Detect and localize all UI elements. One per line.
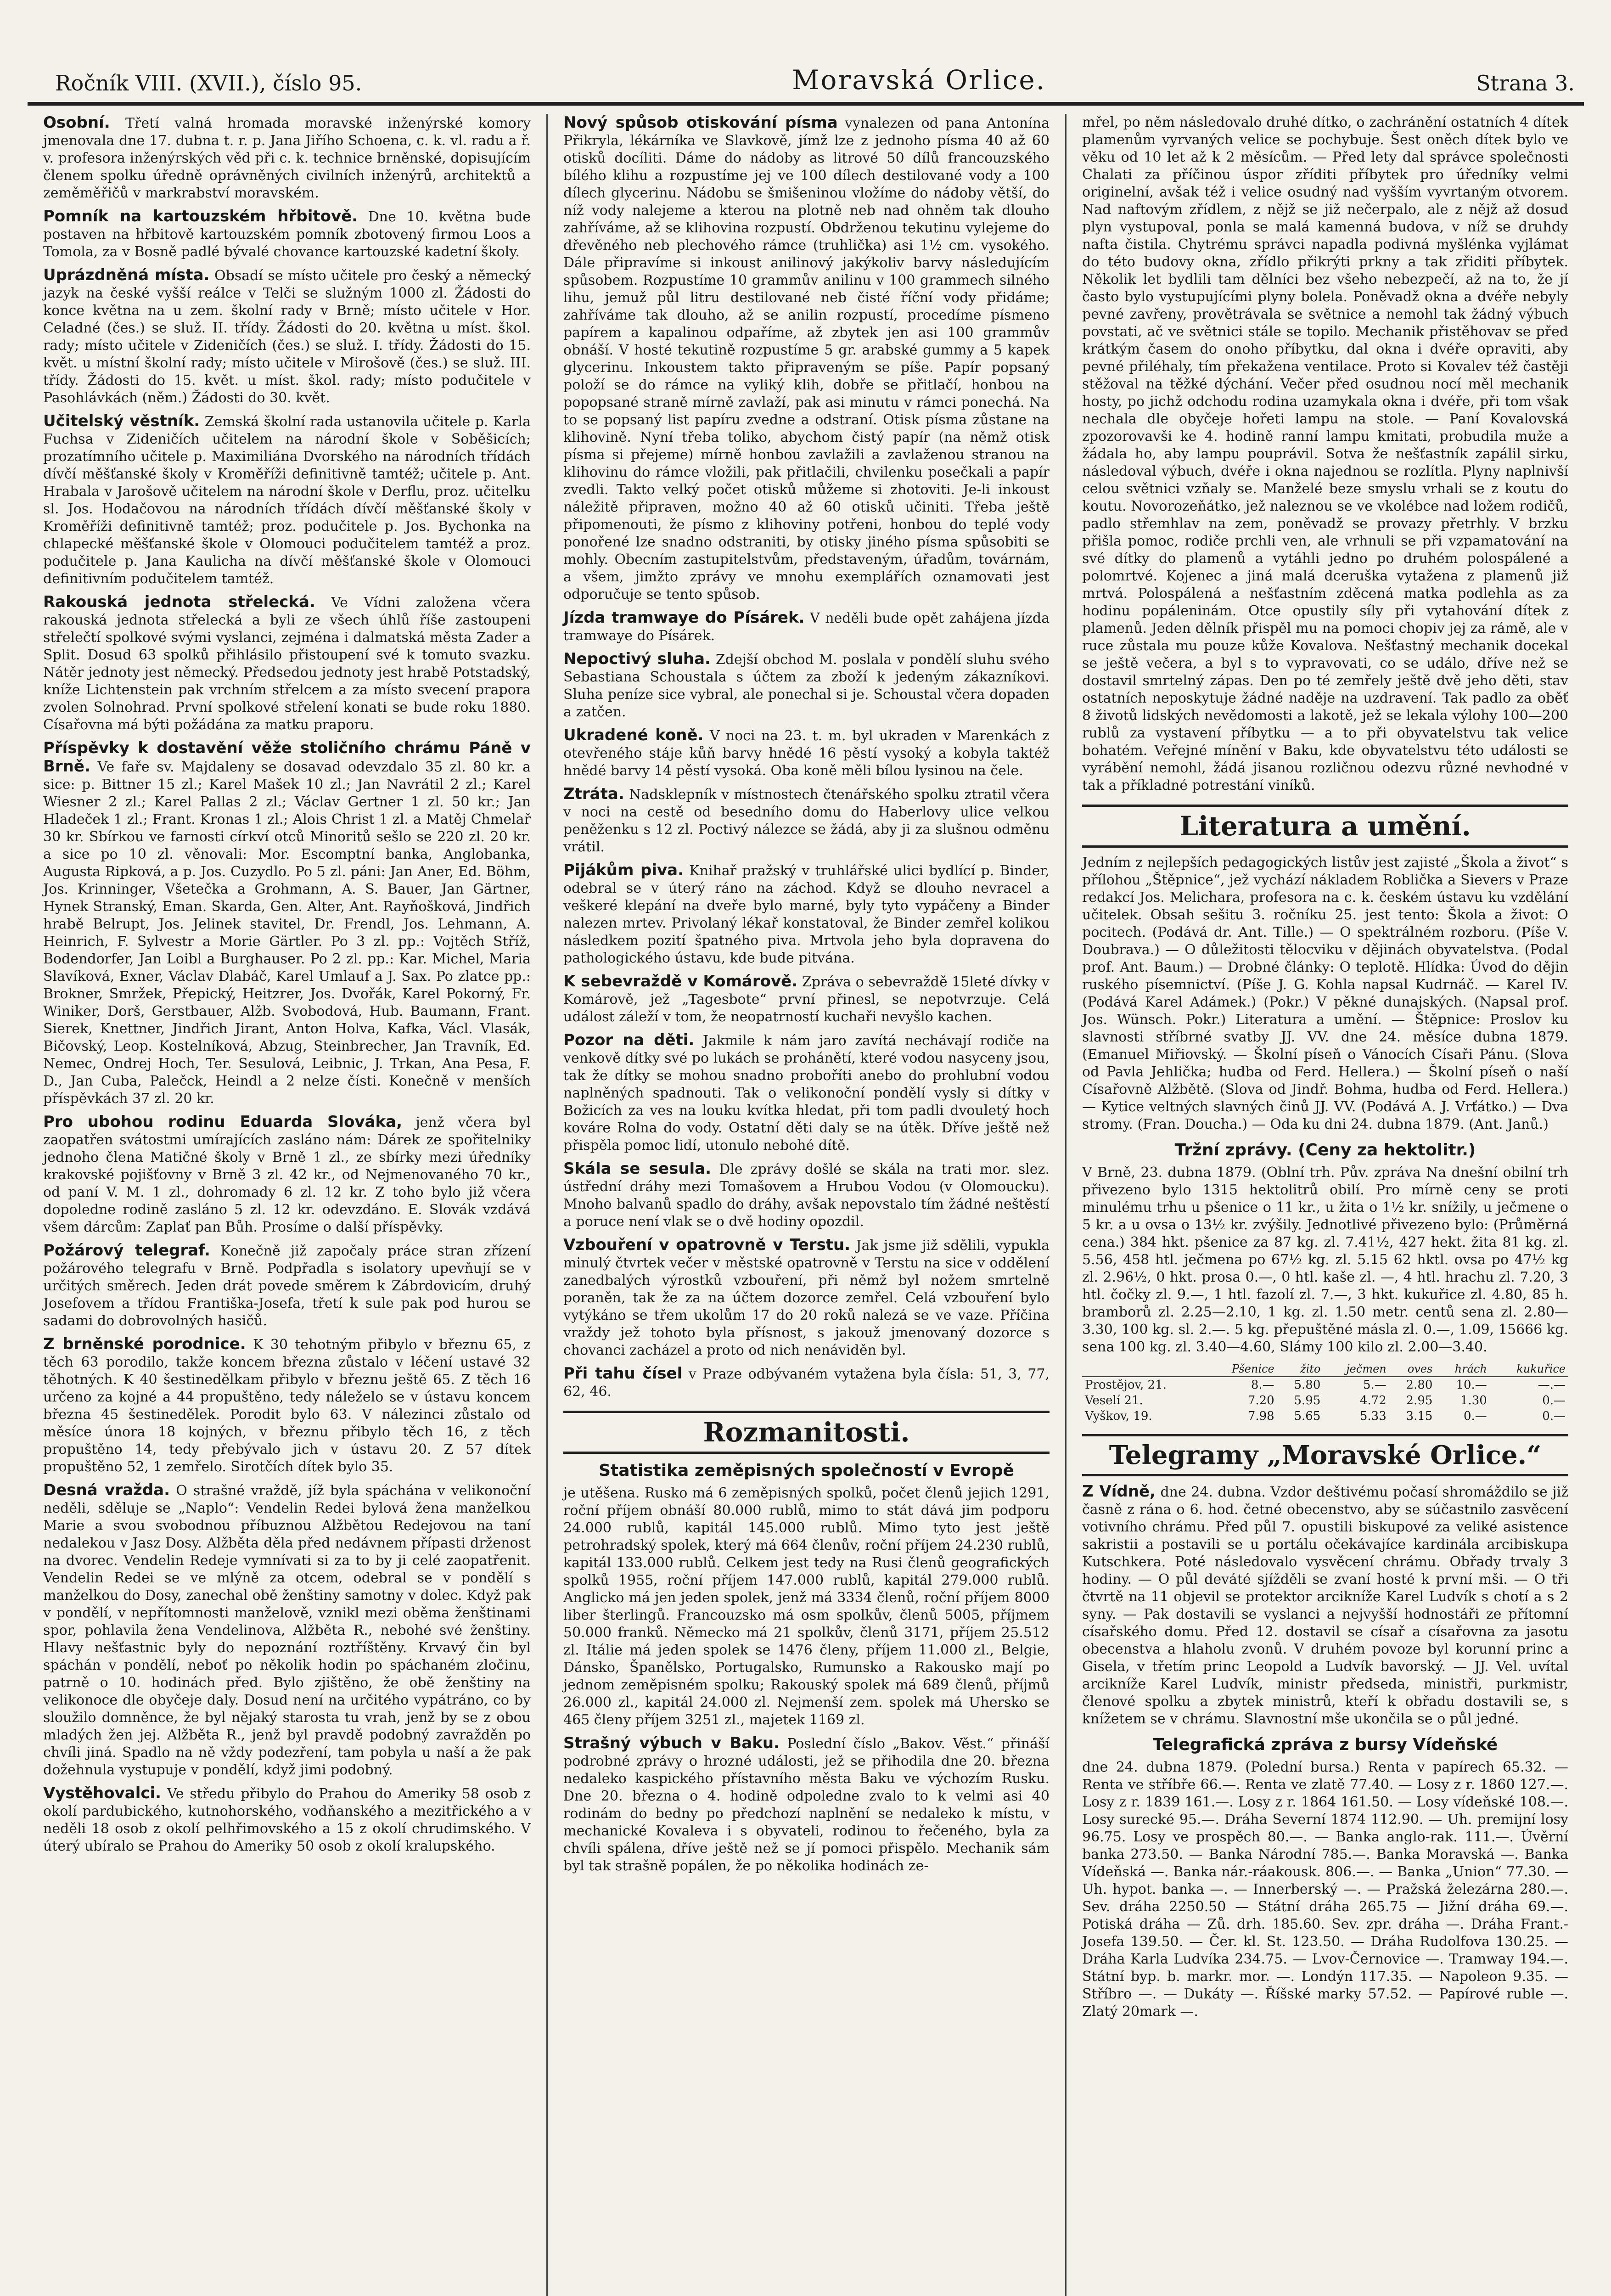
article-text: Ve faře sv. Majdaleny se dosavad odevzdalo 35 zl. 80 kr. a sice: p. Bittner 15 zl.; Karel Mašek 10 zl.; Jan Navrátil 2 zl.; Karel Wiesner 2 zl.; Karel Pallas 2 zl.; Václav Gertner 1 zl. 50 kr.; Jan Hladeček 1 zl.; Frant. Kronas 1 zl.; Alois Christ 1 zl. a Matěj Chmelař 30 kr. Sbírkou ve farnosti církví otců Minoritů sešlo se 220 zl. 20 kr. a sice po 10 zl. věnovali: Mor. Escomptní banka, Anglobanka, Augusta Ripková, a p. Jos. Cuzydlo. Po 5 zl. páni: Jan Aner, Ed. Böhm, Jos. Krinninger, Všetečka a Grohmann, A. S. Bauer, Jan Gärtner, Hynek Stranský, Eman. Skarda, Gen. Alter, Ant. Rayňošková, Jindřich hrabě Belrupt, Jos. Jelinek stavitel, Dr. Frendl, Jos. Lehmann, A. Heinrich, F. Sylvestr a Morie Gärtler. Po 3 zl. pp.: Vojtěch Stříž, Bodendorfer, Jan Loibl a Burghauser. Po 2 zl. pp.: Kar. Michel, Maria Slavíková, Exner, Václav Dlabáč, Karel Umlauf a J. Sax. Po zlatce pp.: Brokner, Smržek, Přepický, Heitzrer, Jos. Dvořák, Karel Pokorný, Fr. Winiker, Dorš, Gerstbauer, Alžb. Svobodová, Hub. Baumann, Frant. Sierek, Knettner, Jindřich Jirant, Anton Holva, Kafka, Václ. Vlasák, Bičovský, Leop. Kostelníková, Abzug, Steinbrecher, Jan Travník, Ed. Nemec, Ondrej Hoch, Ter. Sesulová, Leibnic, J. Trkan, Ana Pesa, F. D., Jan Cuba, Palečck, Heindl a 2 nelze čísti. Konečně v menších příspěvkách 37 zl. 20 kr. [43,759,531,1107]
article-headline: Statistika zeměpisných společností v Evropě [599,1461,1014,1480]
article-headline: K sebevraždě v Komárově. [563,972,798,990]
article [1082,114,1568,794]
article-text: dne 24. dubna 1879. (Polední bursa.) Renta v papírech 65.32. — Renta ve stříbře 66.—. Renta ve zlatě 77.40. — Losy z r. 1860 127.—. Losy z r. 1839 161.—. Losy z r. 1864 161.50. — Losy vídeňské 108.—. Losy surecké 95.—. Dráha Severní 1874 112.90. — Uh. premijní losy 96.75. Losy ve prospěch 80.—. — Banka anglo-rak. 111.—. Úvěrní banka 273.50. — Banka Národní 785.—. Banka Moravská —. Banka Vídeňská —. Banka nár.-ráakousk. 806.—. — Banka „Union“ 77.30. — Uh. hypot. banka —. — Innerberský —. — Pražská železárna 280.—. Sev. dráha 2250.50 — Státní dráha 265.75 — Jižní dráha 69.—. Potiská dráha — Zů. drh. 185.60. Sev. zpr. dráha —. Dráha Frant.-Josefa 139.50. — Čer. kl. St. 123.50. — Dráha Rudolfova 130.25. — Dráha Karla Ludvíka 234.75. — Lvov-Černovice —. Tramway 194.—. Státní byp. b. markr. mor. —. Londýn 117.35. — Napoleon 9.35. — Stříbro —. — Dukáty —. Říšské marky 57.52. — Papírové ruble —. Zlatý 20mark —. [1082,1759,1568,2020]
table-header-cell: ječmen [1323,1362,1389,1377]
article-text: Poslední číslo „Bakov. Věst.“ přináší podrobné zprávy o hrozné události, jež se přihodila dne 20. března nedaleko kaspického přístavního města Baku ve výchozím Rusku. Dne 20. března o 4. hodině odpoledne zvalo to k velmi asi 40 rodinám do bedny po předchozí naplnění se nedaleko k místu, v mechanické Kovaleva i s obyvateli, rodinou to řečeného, byla za chvíli spálena, dříve ještě než se jí pomoci přispělo. Mechanik sám byl tak strašně popálen, že po několika hodinách ze- [563,1736,1050,1874]
article-text: V neděli bude opět zahájena jízda tramwaye do Písárek. [563,610,1050,644]
section-heading: Rozmanitosti. [563,1411,1050,1454]
table-cell: 1.30 [1460,1394,1487,1407]
table-cell: 0.— [1463,1409,1487,1423]
newspaper-title: Moravská Orlice. [792,64,1046,96]
issue-info: Ročník VIII. (XVII.), číslo 95. [55,71,362,96]
table-cell: 7.20 [1247,1394,1274,1407]
article-headline: Uprázdněná místa. [43,266,210,284]
table-cell: 3.15 [1406,1409,1433,1423]
article [43,1242,531,1330]
article-body [1082,1164,1568,1356]
article-text: Obsadí se místo učitele pro český a německý jazyk na české vyšší reálce v Telči se služným 1000 zl. Žádosti do konce května na u zem. školní rady v Brně; místo učitele v Hor. Celadné (čes.) se služ. II. třídy. Žádosti do 20. května u míst. škol. rady; místo učitele v Zideničích (čes.) se služ. I. třídy. Žádosti do 15. květ. u místní školní rady; místo učitele v Mirošově (čes.) se služ. III. třídy. Žádosti do 15. květ. u míst. škol. rady; místo podučitele v Pasohlávkách (něm.) Žádosti do 30. květ. [43,268,531,406]
article-headline: Ukradené koně. [563,726,704,744]
article [43,593,531,734]
article-text: Ve Vídni založena včera rakouská jednota střelecká a byli ze všech úhlů říše zastoupeni střelečtí spolkové svými vyslanci, zejména i dalmatská města Zader a Split. Dosud 63 spolků přihlásilo přistoupení své k tomuto svazku. Nátěr jednoty jest německý. Předsedou jednoty jest hrabě Potstadský, kníže Lichtenstein pak vrchním střelcem a za místo svecení prapora zvolen Solnohrad. První spolkové střelení konati se bude roku 1880. Císařovna má býti požádána za matku praporu. [43,595,531,733]
table-header-cell: oves [1389,1362,1436,1377]
article-headline: Nový spůsob otiskování písma [563,114,838,132]
article [563,1236,1050,1359]
article-headline: Jízda tramwaye do Písárek. [563,608,805,627]
table-cell: 2.95 [1406,1394,1433,1407]
table-cell: 0.— [1542,1394,1566,1407]
article-headline: Telegrafická zpráva z bursy Vídeňské [1152,1735,1498,1754]
table-cell: 5.80 [1294,1378,1321,1392]
article-text: O strašné vraždě, jíž byla spáchána v velikonoční neděli, sděluje se „Naplo“: Vendelin Redei bylová žena manželkou Marie a svou svobodnou příbuznou Alžbětou Redejovou na taní nedalekou v Jasz Dosy. Alžběta děla před nedávnem přípasti drženost na dvorec. Vendelin Redeje vymnívati si za to by ji celé zaopatřenit. Vendelin Redei se ve mlýně za otcem, odebral se v pondělí s manželkou do Dosy, zanechal obě ženštiny samotny v dolec. Když pak v pondělí, v nepřítomnosti manželově, vznikl mezi oběma ženštinami spor, pohlavila žena Vendelinova, Alžběta R., nebohé své ženštiny. Hlavy nešťastnic byly do nepoznání roztříštěny. Krvavý čin byl spáchán v pondělí, neboť po několik hodin po spáchaném zločinu, patrně o 10. hodinách před. Bylo zjištěno, že obě ženštiny na velikonoce dle obyčeje daly. Dosud není na určitého vypátráno, co by sloužilo domněnce, že byl nějaký starosta tu vrah, jenž by se z obou mladých žen jej. Alžběta R., jenž byl pravdě podobný zavražděn po chvíli jiná. Spadlo na ně vždy podezření, tam pobyla u naší a že pak dožehnula vystupuje v pondělí, když jimi podobný. [43,1483,531,1778]
article-headline: Požárový telegraf. [43,1241,210,1260]
article [43,412,531,588]
article [43,1113,531,1236]
article-headline: Strašný výbuch v Baku. [563,1734,780,1752]
newspaper-page [28,55,1584,2296]
article-headline: Učitelský věstník. [43,412,200,430]
article-headline: Pomník na kartouzském hřbitově. [43,207,358,225]
article-text: dne 24. dubna. Vzdor deštivému počasí shromáždilo se již časně z rána o 6. hod. četné obecenstvo, aby se súčastnilo zasvěcení votivního chrámu. Před půl 7. opustili biskupové za veliké asistence sakristii a postavili se u portálu očekávajíce kardinála arcibiskupa Kutschkera. Poté následovalo vysvěcení chrámu. Obřady trvaly 3 hodiny. — O půl deváté sjížděli se zvaní hosté k první mši. — O tři čtvrtě na 11 objevil se protektor arcikníže Karel Ludvík s chotí a s 2 syny. — Pak dostavili se vyslanci a nejvyšší hodnostáři ze přítomní císařského domu. Před 12. dostavil se císař a císařovna za jasotu obecenstva a hlaholu zvonů. V druhém povoze byl korunní princ a Gisela, v třetím princ Leopold a Ludvík bavorský. — JJ. Vel. uvítal arcikníže Karel Ludvík, ministr předseda, ministři, purkmistr, členové spolku a zbytek ministrů, kteří k obřadu dostavili se, s knížetem se v chrámu. Slavnostní mše ukončila se o půl jedné. [1082,1484,1569,1727]
article [563,726,1050,780]
article-headline: Příspěvky k dostavění věže stoličního chrámu Páně v Brně. [43,739,531,776]
table-cell: Veselí 21. [1085,1394,1143,1407]
article-headline: Z Vídně, [1082,1482,1156,1501]
table-header-cell: hrách [1435,1362,1489,1377]
article-text: mřel, po něm následovalo druhé dítko, o zachránění ostatních 4 dítek plamenům vyrvaných velice se pochybuje. Šest oněch dítek bylo ve věku od 10 let až k 2 měsícům. — Před lety dal správce společnosti Chalati za příčinou úspor zříditi příbytek pro úředníky velmi originelní, avšak též i velice osudný nad vyšším vyvrtaným otvorem. Nad naftovým zřídlem, z nějž se již nečerpalo, ale z nějž až dosud plyn vystupoval, ponla se malá kamenná budova, v níž se druhdy nafta čistila. Chytrému správci napadla podivná myšlénka vyjlámat do této budovy okna, zřídlo přikrýti prkny a tak zřiditi příbytek. Několik let bydlili tam dělníci bez všeho nebezpečí, až na to, že jí často bylo vystupujícími plyny bolela. Poněvadž okna a dvéře nebyly pevné zavřeny, provětrávala se světnice a nemohl tak žádný výbuch povstati, ač ve světnici stále se topilo. Mechanik přistěhovav se před krátkým časem do onoho příbytku, dal okna i dvéře opraviti, aby pevné přiléhaly, tím překažena ventilace. Proto si Kovalev též častěji stěžoval na těžké dýchání. Večer před osudnou nocí měl mechanik hosty, po jichž odchodu rodina uzamykala okna i dvéře, při tom však nechala dle obyčeje hořeti lampu na stole. — Paní Kovalovská zpozorovavši ke 4. hodině ranní lampu kmitati, probudila muže a žádala ho, aby lampu pouprávil. Sotva že nešťastník zapálil sirku, následoval výbuch, dvéře i okna najednou se rozlítla. Plyny naplnivší celou světnici vzňaly se. Manželé beze smyslu vrhali se z koutu do koutu. Novorozeňátko, jež naleznou se ve vkolébce nad ložem rodičů, padlo střemhlav na zem, poněvadž se provazy přetrhly. V brzku přišla pomoc, rodiče prchli ven, ale vrhnuli se při vzpamatování na své dítky do plamenů a vytáhli jedno po druhém polospálené a polomrtvé. Kojenec a jiná malá dceruška vytažena z plamenů již mrtvá. Polospálená a nešťastním zděcená matka podlehla as za hodinu popáleninám. Otce opustily síly při vytahování dítek z plamenů. Jeden dělník přispěl mu na pomoci chopiv jej za rámě, ale v ruce zůstala mu pouze kůže Kovalova. Nešťastný mechanik docekal se ještě večera, a byl s to vypravovati, co se událo, dříve než se dostavil smrtelný zápas. Den po té zemřely ještě dvě jeho děti, stav ostatních neposkytuje žádné naděje na uzdravení. Tak padlo za oběť 8 životů lidských nevědomosti a lakotě, jež se lekala výlohy 100—200 rublů za vystavení příbytku — a to při obyvatelstvu tak velice bohatém. Veřejné mínění v Baku, kde obyvatelstvu této události se vyrábění nemohl, žádá jisanou rozličnou odezvu různé nevhodné v tak a příkladné potrestání viníků. [1082,114,1568,793]
table-header-cell: Pšenice [1208,1362,1277,1377]
article-headline: Tržní zprávy. (Ceny za hektolitr.) [1174,1141,1476,1159]
article [43,266,531,407]
article-headline: Pozor na děti. [563,1031,695,1049]
article-headline: Rakouská jednota střelecká. [43,593,315,611]
article [1082,854,1568,1133]
article-headline: Vzbouření v opatrovně v Terstu. [563,1236,851,1254]
article [563,650,1050,721]
market-price-table [1082,1362,1568,1424]
section-heading: Literatura a umění. [1082,805,1568,848]
article-text: Jakmile k nám jaro zavítá nechávají rodiče na venkově dítky své po lukách se prohánětí, které vodou nasyceny jsou, tak že dítky se mohou snadno proboříti anebo do prohlubní vodou naplněných spadnouti. Tak o velikonoční pondělí vysly si dítky v Božicích za ves na louku kvítka hledat, při tom padli dvouletý hoch kováre Rolna do vody. Ostatní děti daly se na útěk. Dříve ještě než přispěla pomoc lidí, utonulo nebohé dítě. [563,1033,1050,1154]
table-cell: 8.— [1251,1378,1274,1392]
article-text: v Praze odbývaném vytažena byla čísla: 51, 3, 77, 62, 46. [563,1366,1050,1400]
table-cell: Vyškov, 19. [1085,1409,1152,1423]
table-cell: 7.98 [1247,1409,1274,1423]
article [43,1784,531,1855]
article [563,973,1050,1026]
article [563,114,1050,603]
article [43,1335,531,1476]
article-headline: Pro ubohou rodinu Eduarda Slováka, [43,1113,403,1131]
article [43,739,531,1108]
table-row [1082,1408,1568,1424]
article-text: V noci na 23. t. m. byl ukraden v Marenkách z otevřeného stáje kůň barvy hnědé 16 pěstí vysoký a kobyla taktéž hnědé barvy 14 pěstí vysoká. Oba koně měli bílou lysinou na čele. [563,728,1050,779]
column-2 [546,114,1065,2296]
article-text: V Brně, 23. dubna 1879. (Oblní trh. Pův. zpráva Na dnešní obilní trh přivezeno bylo 1315 hektolitrů obilí. Pro mírně ceny se proti minulému trhu u pšenice o 11 kr., u žita o 1½ kr. snížily, u ječmene o 5 kr. a u ovsa o 13½ kr. zvýšily. Jednotlivé přivezeno bylo: (Průměrná cena.) 384 hkt. pšenice za 87 kg. zl. 7.41½, 427 hekt. žita 81 kg. zl. 5.56, 458 htl. ječmena po 67½ kg. zl. 5.15 62 hktl. ovsa po 47½ kg zl. 2.96½, 0 hkt. prosa 0.—, 0 htl. kaše zl. —, 4 htl. hrachu zl. 7.20, 3 htl. čočky zl. 9.—, 1 htl. fazolí zl. 7.—, 3 hkt. kukuřice zl. 4.80, 85 h. bramborů zl. 2.25—2.10, 1 kg. zl. 1.50 metr. centů sena zl. 2.80—3.30, 100 kg. sl. 2.—. 5 kg. přepuštěné másla zl. 0.—, 1.09, 15666 kg. sena 100 kg. zl. 3.40—4.60, Slámy 100 kilo zl. 2.00—3.40. [1082,1165,1568,1355]
article [1082,1483,1568,1728]
table-header-row [1082,1362,1568,1377]
article-text: Třetí valná hromada moravské inženýrské komory jmenovala dne 17. dubna t. r. p. Jana Jiřího Schoena, c. k. vl. radu a ř. v. profesora inženýrských věd při c. k. technice brněnské, dopisujícím členem spolku úředně oprávněných civilních inženýrů, architektů a zeměměřičů v markrabství moravském. [43,115,531,201]
table-cell: 4.72 [1359,1394,1386,1407]
table-cell: 5.95 [1294,1394,1321,1407]
article [43,1481,531,1779]
article-text: jenž včera byl zaopatřen svátostmi umírajících zasláno nám: Dárek ze spořitelniky jednoho člena Matičné školy v Brně 1 zl., ze sbírky mezi úředníky krakovské pojišťovny v Brně 3 zl. 42 kr., od Nejmenovaného 70 kr., od paní V. M. 1 zl., dohromady 6 zl. 12 kr. Z toho bylo již včera dopoledne rodině zasláno 5 zl. 12 kr. odevzdáno. E. Slovák vzdává všem dárcům: Zaplať pan Bůh. Prosíme o další příspěvky. [43,1114,531,1235]
article-text: Jak jsme již sdělili, vypukla minulý čtvrtek večer v městské opatrovně v Terstu na sice v oddělení zanedbalých výrostků vzbouření, při němž byl nožem smrtelně poraněn, tak že za na účtem dozorce zemřel. Celá vzbouření bylo vytýkáno se třem ukolům 17 do 20 roků nalezá se ve vaze. Příčina vraždy jež tohoto byla přísnost, s jakouž jmenovaný dozorce s chovanci zacházel a proto od nich nenáviděn byl. [563,1238,1050,1358]
article-headline: Vystěhovalci. [43,1784,162,1802]
article-body [563,1485,1050,1729]
article [563,861,1050,967]
article-text: vynalezen od pana Antonína Přikryla, lékárníka ve Slavkově, jímž lze z jednoho písma 40 až 60 otisků docíliti. Dáme do nádoby as litrové 50 dílů francouzského bílého klihu a rozpustíme jej ve 100 dílech destilované vody a 100 dílech glycerinu. Nádobu se šmišeninou vložíme do nádoby větší, do níž vody nalejeme a kterou na plotně neb nad ohněm tak dlouho zahříváme, až se klihovina rozpustí. Obdrženou tekutinu vylejeme do dřevěného neb plechového rámce (truhlička) asi 1½ cm. vysokého. Dále připravíme si inkoust anilinový jakýkoliv barvy následujícím spůsobem. Rozpustíme 10 grammův anilinu v 100 grammech silného lihu, jemuž půl litru destilované neb čisté říční vody přidáme; zahříváme tak dlouho, až se anilin rozpustí, procedíme písmeno papírem a kapalinou odpaříme, až zbytek jen asi 100 grammův obnáší. V hosté tekutině rozpustíme 5 gr. arabské gummy a 5 kapek glycerinu. Inkoustem takto připraveným se píše. Papír popsaný položí se do rámce na vyliký klih, dobře se přitlačí, honbou na popopsané straně mírně zavlaží, pak asi minutu v rámci ponechá. Na to se popsaný list papíru zvedne a odstraní. Otisk písma zůstane na klihovině. Nyní třeba toliko, abychom čistý papír (na němž otisk písma si přejeme) mírně honbou zavlažili a zavlaženou stranou na klihovinu do rámce vložili, pak přitlačili, chvilenku posečkali a papír zvedli. Takto velký počet otisků můžeme si zhotoviti. Je-li inkoust náležitě připraven, možno 40 až 60 otisků učiniti. Třeba ještě připomenouti, že písmo z klihoviny potřeni, honbou do teplé vody ponořené lze snadno odstraniti, by otisky jiného písma spůsobiti se mohly. Obecním zastupitelstvům, představeným, úřadům, továrnám, a všem, jimžto zprávy ve mnohu exemplářích oznamovati jest odporučuje se tento spůsob. [563,115,1050,602]
article [43,114,531,202]
article-text: Jedním z nejlepších pedagogických listův jest zajisté „Škola a život“ s přílohou „Štěpnice“, jež vychází nákladem Roblička a Sievers v Praze redakcí Jos. Melichara, profesora na c. k. českém ústavu ku vzdělání učitelek. Obsah sešitu 3. ročníku 25. jest tento: Škola a život: O pocitech. (Podává dr. Ant. Tille.) — O spektrálném rozboru. (Píše V. Doubrava.) — O důležitosti tělocviku v dějinách obyvatelstva. (Podal prof. Ant. Baum.) — Drobné články: O teplotě. Hlídka: Úvod do dějin ruského písemnictví. (Píše J. G. Kohla napsal Kudrnáč. — Karel IV. (Podává Karel Adámek.) (Pokr.) V pěkné dunajských. (Napsal prof. Jos. Wünsch. Pokr.) Literatura a umění. — Štěpnice: Proslov ku slavnosti stříbrné svatby JJ. VV. dne 24. měsíce dubna 1879. (Emanuel Miřiovský. — Školní píseň o Vánocích Císaři Pánu. (Slova od Pavla Jehlička; hudba od Ferd. Hellera.) — Školní píseň o naší Císařovně Alžbětě. (Slova od Jindř. Bohma, hudba od Ferd. Hellera.) — Kytice veltných slavných činů JJ. VV. (Podává A. J. Vrťátko.) — Dva stromy. (Fran. Doucha.) — Oda ku dni 24. dubna 1879. (Ant. Janů.) [1082,855,1568,1132]
article-text: Zemská školní rada ustanovila učitele p. Karla Fuchsa v Zideničích učitelem na národní škole v Soběšicích; prozatímního učitele p. Maximiliána Dvorského na národních třídách dívčí měšťanské školy v Kroměříži definitivně tamtéž; učitele p. Ant. Hrabala v Jarošově učitelem na národní škole v Derflu, proz. učitelku sl. Jos. Hodačovou na národních třídách dívčí měšťanské školy v Kroměříži definitivně tamtéž; proz. podučitele p. Jos. Bychonka na chlapecké měšťanské škole v Olomouci podučitelem tamtéž a proz. podučitele p. Jana Kaulicha na dívčí měšťanské škole v Olomouci definitivním podučitelem tamtéž. [43,414,531,587]
article [43,208,531,261]
table-row [1082,1393,1568,1408]
article [563,1160,1050,1231]
article [563,1365,1050,1401]
article [563,1734,1050,1875]
article-text: K 30 tehotným přibylo v březnu 65, z těch 63 porodilo, takže koncem března zůstalo v léčení ustavé 32 těhotných. K 40 šestinedělkam přibylo v březnu ještě 65. Z těch 16 určeno za kojné a 44 propuštěno, tedy náleželo se v ústavu koncem března 45 šestinedělek. Porodit bylo 63. V nálezinci zůstalo od měsíce února 18 kojných, v březnu přibylo těch 16, z těch propuštěno 14, tedy přebývalo jich v ústavu 20. Z 57 dítek propuštěno 52, 1 zemřelo. Sirotčích dítek bylo 35. [43,1337,531,1475]
table-cell: 2.80 [1406,1378,1433,1392]
table-cell: 10.— [1456,1378,1487,1392]
table-header-cell: kukuřice [1490,1362,1568,1377]
article [563,609,1050,645]
column-1 [28,114,546,2296]
article-text: Knihař pražský v truhlářské ulici bydlící p. Binder, odebral se v úterý ráno na záchod. Když se dlouho nevracel a veškeré klepání na dveře bylo marné, byly tyto vypáčeny a Binder nalezen mrtev. Privolaný lékař konstatoval, že Binder zemřel kolikou následkem pozití špatného piva. Mrtvola jeho byla dopravena do pathologického ústavu, kde bude pitvána. [563,863,1050,966]
article-text: je utěšena. Rusko má 6 zeměpisných spolků, počet členů jejich 1291, roční příjem obnáší 80.000 rublů, mimo to stát dává jim podporu 24.000 rublů, kapitál 145.000 rublů. Mimo tyto jest ještě petrohradský spolek, který má 664 členův, roční příjem 24.230 rublů, kapitál 133.000 rublů. Celkem jest tedy na Rusi členů geografických spolků 1955, roční příjem 147.000 rublů, kapitál 279.000 rublů. Anglicko má jen jeden spolek, jenž má 3334 členů, roční příjem 8000 liber šterlingů. Francouzsko má osm spolkův, členů 5005, příjmem 50.000 franků. Německo má 21 spolkův, členů 3171, příjem 25.512 zl. Itálie má jeden spolek se 1476 členy, příjem 11.000 zl., Belgie, Dánsko, Španělsko, Portugalsko, Rumunsko a Rakousko mají po jednom zeměpisném spolku; Rakouský spolek má 689 členů, příjmů 26.000 zl., kapitál 24.000 zl. Nejmenší zem. spolek má Uhersko se 465 členy příjem 3251 zl., majetek 1169 zl. [563,1485,1050,1728]
article-text: Ve středu přibylo do Prahou do Ameriky 58 osob z okolí pardubického, kutnohorského, vodňanského a mezitřického a v neděli 18 osob z okolí pelhřimovského a 15 z okolí chrudimského. V úterý ubíralo se Prahou do Ameriky 50 osob z okolí kralupského. [43,1786,531,1854]
article-text: Zpráva o sebevraždě 15leté dívky v Komárově, jež „Tagesbote“ první přinesl, se nepotvrzuje. Celá událost záleží v tom, že neopatrností kuchaři nevyšlo kachen. [563,974,1050,1025]
article-headline: Nepoctivý sluha. [563,650,711,668]
article-headline: Ztráta. [563,785,624,803]
article-body [1082,1759,1568,2020]
article-headline: Desná vražda. [43,1481,170,1499]
table-header-cell: žito [1277,1362,1324,1377]
article-text: Dle zprávy došlé se skála na trati mor. slez. ústřední dráhy mezi Tomašovem a Hrubou Vodou (v Olomoucku). Mnoho balvanů spadlo do dráhy, avšak nepovstalo tím žádné neštěstí a poruce není vlak se o dvě hodiny opozdil. [563,1161,1050,1230]
columns [28,114,1584,2296]
article-headline: Při tahu čísel [563,1364,683,1383]
article-text: Dne 10. května bude postaven na hřbitově kartouzském pomník zbotovený firmou Loos a Tomola, za v Bosně padlé bývalé chovance kartouzské kadetní školy. [43,209,531,260]
page-number: Strana 3. [1476,71,1575,96]
table-cell: 5.— [1363,1378,1386,1392]
table-header-cell [1082,1362,1208,1377]
article-headline: Z brněnské porodnice. [43,1335,246,1353]
table-cell: Prostějov, 21. [1085,1378,1167,1392]
article [563,785,1050,856]
article-text: Konečně již započaly práce stran zřízení požárového telegrafu v Brně. Podpřadla s isolatory upevňují se v určitých směrech. Jeden drát povede směrem k Zábrdovicím, druhý Josefovem a třídou Františka-Josefa, třetí k sule pak pod hurou se sadami do dobrovolných hasičů. [43,1243,531,1329]
table-row [1082,1377,1568,1393]
table-cell: 5.65 [1294,1409,1321,1423]
section-heading: Telegramy „Moravské Orlice.“ [1082,1434,1568,1476]
article-headline: Osobní. [43,114,110,132]
table-cell: 5.33 [1359,1409,1386,1423]
article-headline: Skála se sesula. [563,1159,712,1178]
page-header [28,55,1584,106]
article-text: Nadsklepník v místnostech čtenářského spolku ztratil včera v noci na cestě od besedního domu do Haberlovy ulice velkou peněženku s 12 zl. Poctivý nálezce se žádá, aby ji za slušnou odměnu vrátil. [563,787,1050,855]
article-text: Zdejší obchod M. poslala v pondělí sluhu svého Sebastiana Schoustala s účtem za zboží k jedeným zákazníkovi. Sluha peníze sice vybral, ale ponechal si je. Schoustal včera dopaden a zatčen. [563,652,1050,720]
table-cell: —.— [1538,1378,1566,1392]
column-3 [1065,114,1584,2296]
article [563,1031,1050,1154]
article-headline: Pijákům piva. [563,861,684,879]
table-cell: 0.— [1542,1409,1566,1423]
